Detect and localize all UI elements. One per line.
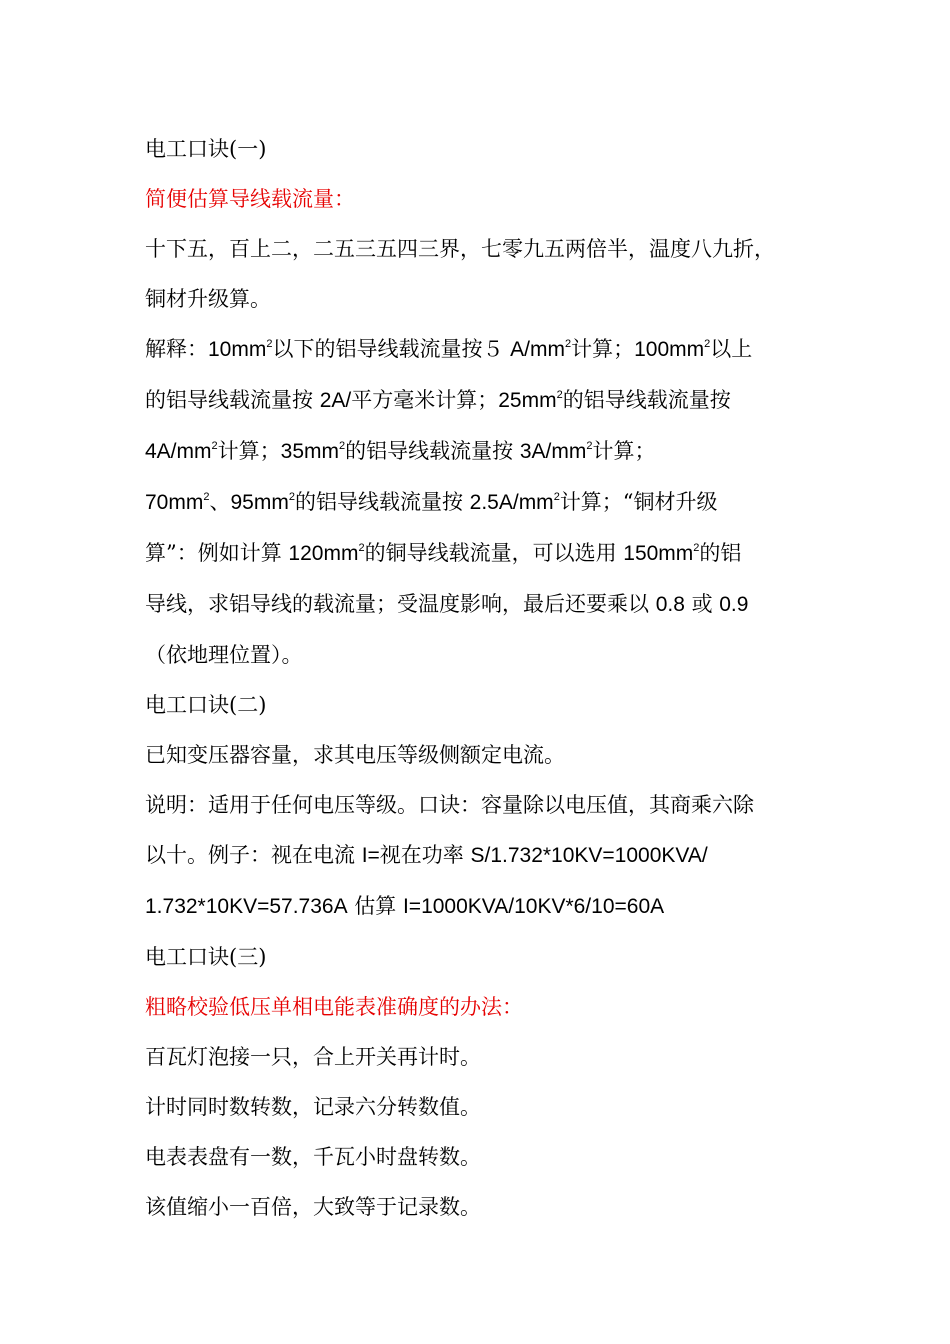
mnemonic-line-2: 铜材升级算。 — [145, 287, 271, 311]
transformer-note-line-1: 说明：适用于任何电压等级。口诀：容量除以电压值，其商乘六除 — [145, 793, 754, 817]
meter-verse-3: 电表表盘有一数，千瓦小时盘转数。 — [145, 1145, 481, 1169]
document-body — [145, 124, 815, 1232]
subheading-wire-ampacity: 简便估算导线载流量： — [145, 187, 355, 211]
explanation-line-1: 解释：$10mm^2$以下的铝导线载流量按５ $A/mm^2$计算；$100mm^2$以上 — [145, 337, 753, 361]
mnemonic-line-1: 十下五，百上二，二五三五四三界，七零九五两倍半，温度八九折， — [145, 237, 775, 261]
explanation-line-2: 的铝导线载流量按 2A/平方毫米计算；$25mm^2$的铝导线载流量按 — [145, 388, 731, 412]
meter-verse-4: 该值缩小一百倍，大致等于记录数。 — [145, 1195, 481, 1219]
meter-verse-1: 百瓦灯泡接一只，合上开关再计时。 — [145, 1045, 481, 1069]
meter-verse-2: 计时同时数转数，记录六分转数值。 — [145, 1095, 481, 1119]
transformer-note-line-3: 1.732*10KV=57.736A 估算 I=1000KVA/10KV*6/10=60A — [145, 894, 665, 918]
explanation-line-5: 算”：例如计算 $120mm^2$的铜导线载流量，可以选用 $150mm^2$的铝 — [145, 541, 742, 565]
section-title-1: 电工口诀(一) — [145, 137, 267, 161]
transformer-note-line-2: 以十。例子：视在电流 I=视在功率 S/1.732*10KV=1000KVA/ — [145, 843, 708, 867]
explanation-line-7: （依地理位置）。 — [145, 643, 303, 667]
section-title-3: 电工口诀(三) — [145, 945, 267, 969]
explanation-line-6: 导线，求铝导线的载流量；受温度影响，最后还要乘以 0.8 或 0.9 — [145, 592, 749, 616]
transformer-intro: 已知变压器容量，求其电压等级侧额定电流。 — [145, 743, 565, 767]
section-title-2: 电工口诀(二) — [145, 693, 267, 717]
explanation-line-3: $4A/mm^2$计算；$35mm^2$的铝导线载流量按 $3A/mm^2$计算； — [145, 439, 656, 463]
subheading-meter-check: 粗略校验低压单相电能表准确度的办法： — [145, 995, 523, 1019]
explanation-line-4: $70mm^2$、$95mm^2$的铝导线载流量按 $2.5A/mm^2$计算；“铜材升级 — [145, 490, 718, 514]
